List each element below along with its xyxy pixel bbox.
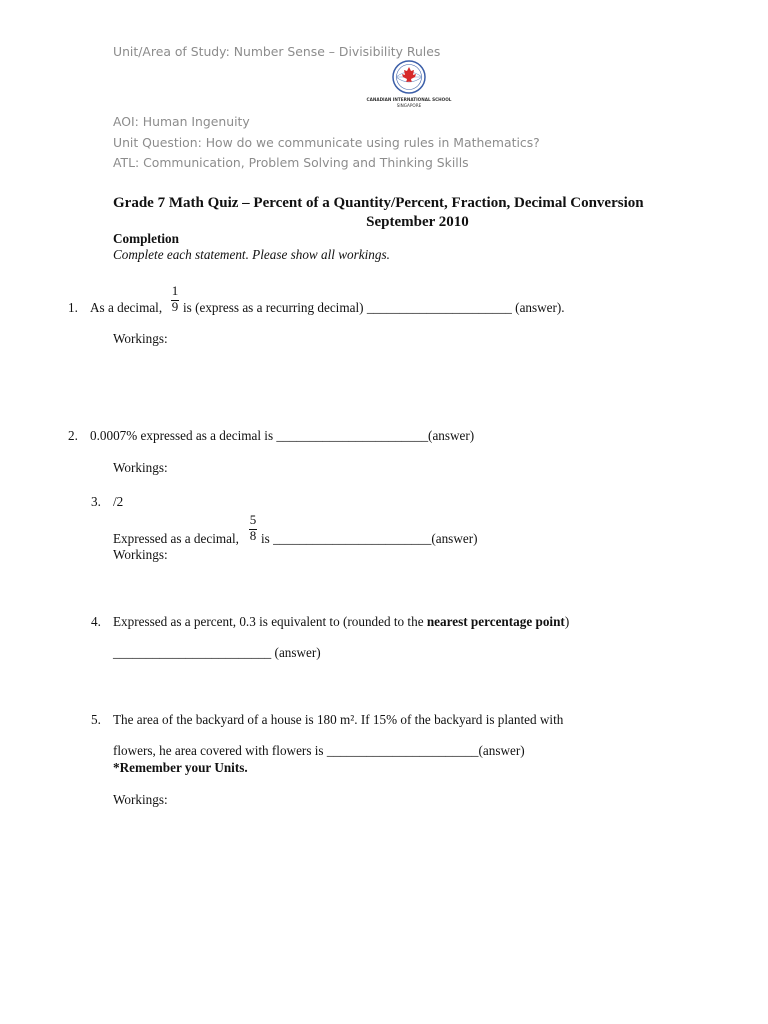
- q3-fraction-denominator: 8: [249, 528, 257, 543]
- q4-statement: [113, 614, 569, 630]
- atl: ATL: Communication, Problem Solving and Thinking Skills: [113, 155, 469, 170]
- q1-fraction-numerator: 1: [171, 283, 179, 298]
- aoi: AOI: Human Ingenuity: [113, 114, 250, 129]
- q3-text: /2: [113, 494, 124, 509]
- q2-workings: Workings:: [113, 460, 168, 475]
- quiz-date: September 2010: [366, 214, 469, 230]
- q4-number: 4.: [91, 614, 101, 629]
- logo-caption-line2: SINGAPORE: [396, 103, 422, 108]
- q1-prefix: As a decimal,: [90, 300, 163, 315]
- q3-statement: is ________________________(answer): [261, 531, 478, 546]
- q4-text-a: Expressed as a percent, 0.3 is equivalent to (rounded to the: [113, 614, 427, 629]
- section-instructions: Complete each statement. Please show all workings.: [113, 247, 390, 262]
- q3-fraction: [248, 512, 258, 546]
- q2-number: 2.: [68, 428, 78, 443]
- q4-text-bold: nearest percentage point: [426, 614, 565, 629]
- section-heading: Completion: [113, 231, 179, 246]
- logo-caption-line1: CANADIAN INTERNATIONAL SCHOOL: [366, 97, 452, 102]
- q5-line1: The area of the backyard of a house is 180 m². If 15% of the backyard is planted with: [113, 712, 564, 727]
- q5-reminder: *Remember your Units.: [113, 760, 248, 775]
- q3-prefix: Expressed as a decimal,: [113, 531, 239, 546]
- q5-line2: flowers, he area covered with flowers is _______________________(answer): [113, 743, 525, 758]
- quiz-title: Grade 7 Math Quiz – Percent of a Quantity/Percent, Fraction, Decimal Conversion: [113, 195, 644, 211]
- q1-workings: Workings:: [113, 331, 168, 346]
- q1-fraction: [170, 283, 180, 317]
- q1-number: 1.: [68, 300, 78, 315]
- q4-text-b: ): [564, 614, 570, 629]
- q5-workings: Workings:: [113, 792, 168, 807]
- q5-number: 5.: [91, 712, 101, 727]
- q3-fraction-numerator: 5: [249, 512, 257, 527]
- q3-workings: Workings:: [113, 547, 168, 562]
- q3-number: 3.: [91, 494, 101, 509]
- q4-answer-line: ________________________ (answer): [113, 645, 321, 660]
- unit-of-study: Unit/Area of Study: Number Sense – Divisibility Rules: [113, 44, 441, 59]
- q1-fraction-denominator: 9: [171, 299, 179, 314]
- q1-statement: is (express as a recurring decimal) ______________________ (answer).: [183, 300, 565, 315]
- school-logo: [366, 58, 452, 110]
- q2-statement: 0.0007% expressed as a decimal is _______________________(answer): [90, 428, 475, 443]
- unit-question: Unit Question: How do we communicate using rules in Mathematics?: [113, 135, 540, 150]
